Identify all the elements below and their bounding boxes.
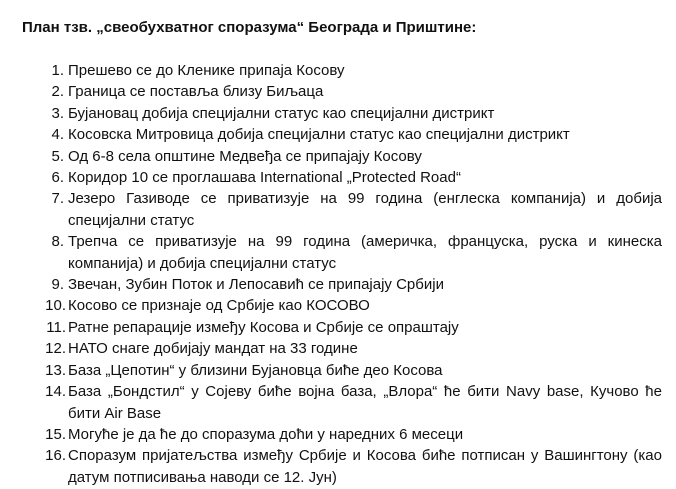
list-item-text: База „Цепотин“ у близини Бујановца биће део Косова (68, 361, 443, 379)
list-item (22, 295, 662, 316)
list-item (22, 60, 662, 81)
list-item-text: Граница се поставља близу Биљаца (68, 83, 324, 101)
list-item-text: Трепча се приватизује на 99 година (америчка, француска, руска и кинеска компанија) и добија специјални статус (68, 233, 662, 272)
list-item-number: 5. (51, 147, 64, 165)
list-item-number: 6. (51, 169, 64, 187)
list-item (22, 231, 662, 274)
list-item (22, 445, 662, 488)
document-title: План тзв. „свеобухватног споразума“ Београда и Приштине: (22, 19, 477, 36)
list-item-number: 8. (51, 233, 64, 251)
list-item-number: 16. (45, 447, 66, 465)
list-item-text: База „Бондстил“ у Сојеву биће војна база, „Влора“ ће бити Navy base, Кучово ће бити Air Base (68, 383, 662, 422)
list-item-number: 13. (45, 361, 66, 379)
list-item-number: 3. (51, 104, 64, 122)
list-item-number: 12. (45, 340, 66, 358)
list-item-text: Од 6-8 села општине Медвеђа се припајају Косову (68, 147, 422, 165)
list-item (22, 188, 662, 231)
list-item-number: 9. (51, 276, 64, 294)
list-item-number: 4. (51, 126, 64, 144)
list-item (22, 317, 662, 338)
list-item-number: 10. (45, 297, 66, 315)
list-item-text: Могуће је да ће до споразума доћи у наредних 6 месеци (68, 425, 464, 443)
list-item-text: Косово се признаје од Србије као КОСОВО (68, 297, 370, 315)
list-item (22, 381, 662, 424)
list-item-text: Звечан, Зубин Поток и Лепосавић се припајају Србији (68, 276, 444, 294)
list-item-text: Косовска Митровица добија специјални статус као специјални дистрикт (68, 126, 570, 144)
list-item (22, 167, 662, 188)
list-item-text: Ратне репарације између Косова и Србије се опраштају (68, 318, 459, 336)
list-item-text: Језеро Газиводе се приватизује на 99 година (енглеска компанија) и добија специјални статус (68, 190, 662, 229)
list-item-number: 2. (51, 83, 64, 101)
list-item-number: 15. (45, 425, 66, 443)
list-item (22, 103, 662, 124)
list-item-number: 7. (51, 190, 64, 208)
list-item-text: Бујановац добија специјални статус као специјални дистрикт (68, 104, 495, 122)
list-item-number: 11. (46, 318, 66, 336)
list-item (22, 338, 662, 359)
list-item-number: 1. (51, 62, 64, 79)
list-item-text: Споразум пријатељства између Србије и Косова биће потписан у Вашингтону (као датум потписивања наводи се 12. Јун) (68, 447, 662, 486)
list-item (22, 274, 662, 295)
list-item (22, 124, 662, 145)
list-item-text: НАТО снаге добијају мандат на 33 године (68, 340, 358, 358)
list-item-number: 14. (45, 383, 66, 401)
list-item-text: Коридор 10 се проглашава International „Protected Road“ (68, 169, 461, 187)
list-item (22, 81, 662, 102)
list-item (22, 360, 662, 381)
list-item-text: Прешево се до Кленике припаја Косову (68, 62, 345, 79)
agreement-plan-list (22, 60, 662, 488)
list-item (22, 424, 662, 445)
list-item (22, 146, 662, 167)
